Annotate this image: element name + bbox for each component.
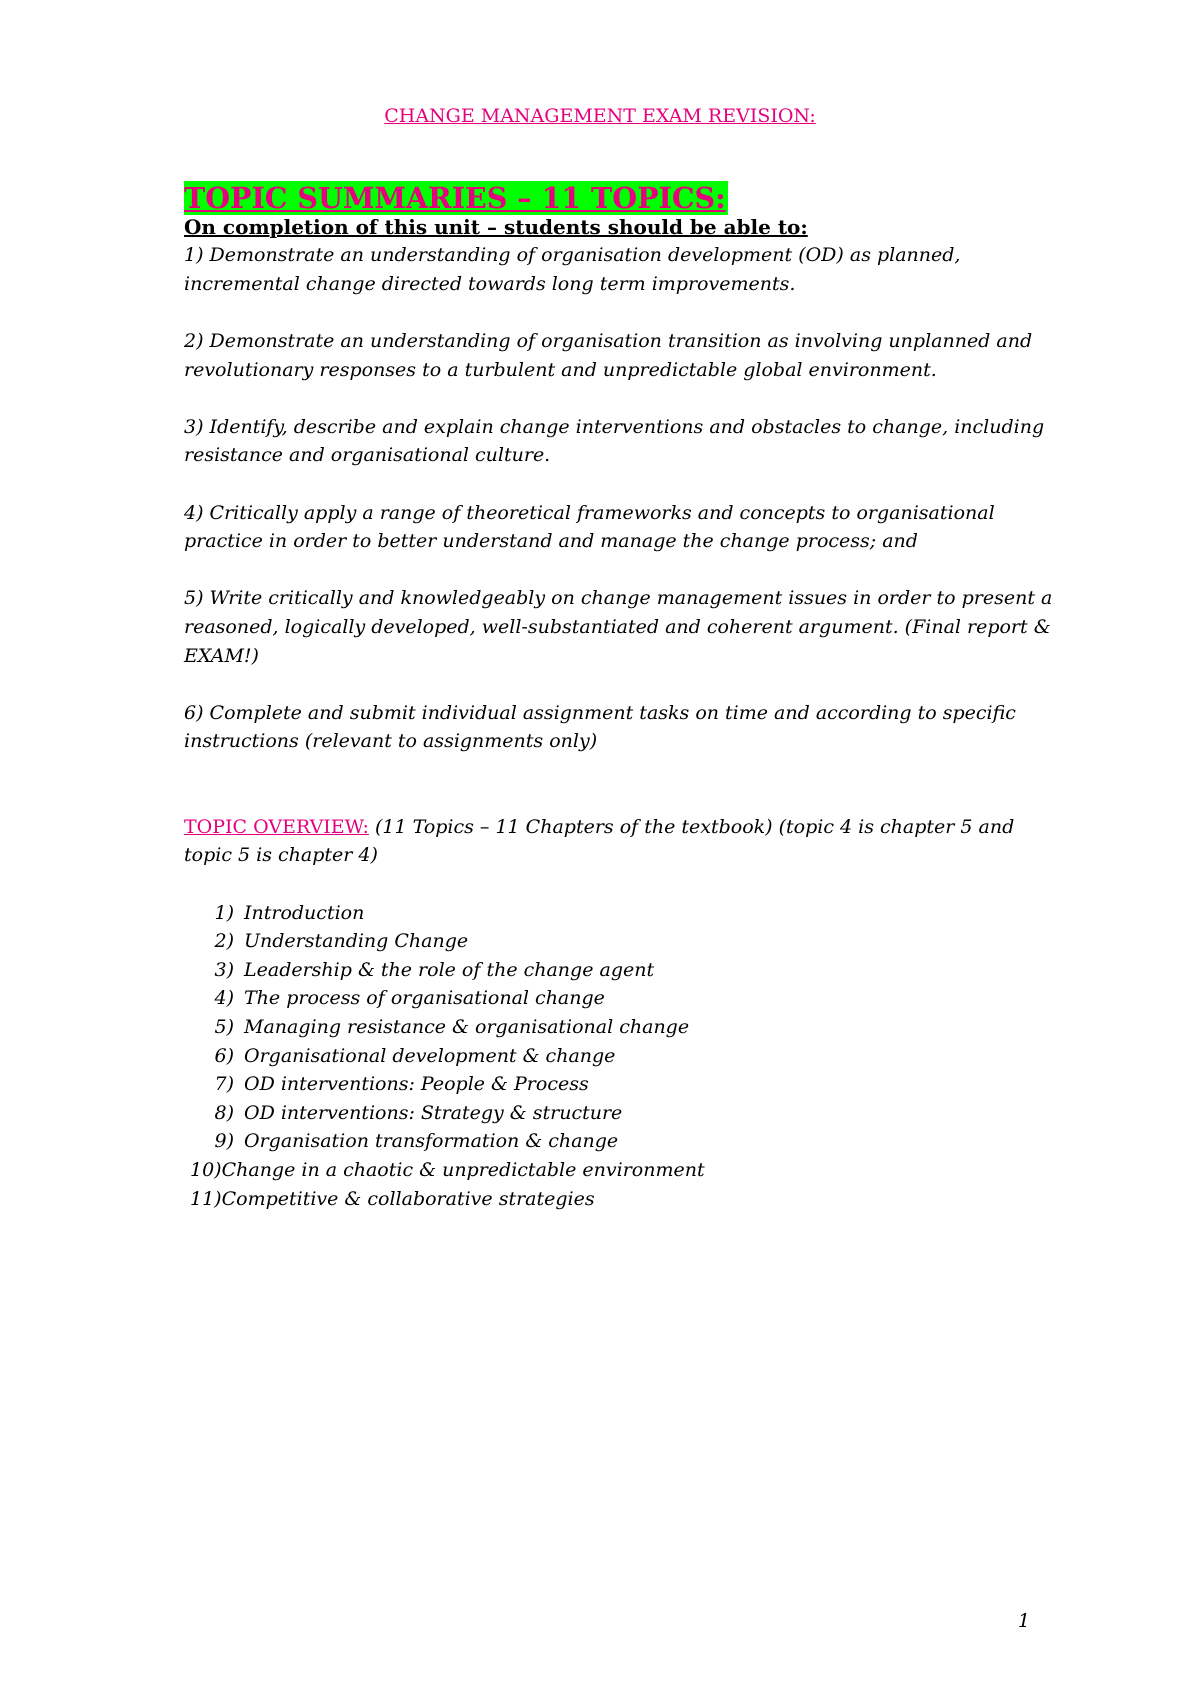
topic-number: 5) xyxy=(214,1016,234,1039)
page-number: 1 xyxy=(1017,1610,1030,1632)
topic-item xyxy=(190,899,1064,928)
topic-title: Change in a chaotic & unpredictable environment xyxy=(221,1159,705,1181)
topic-item xyxy=(190,984,1064,1013)
topic-number: 7) xyxy=(214,1073,234,1096)
topic-number: 10) xyxy=(190,1159,222,1181)
topic-item xyxy=(190,1156,1064,1185)
learning-outcome: 2) Demonstrate an understanding of organisation transition as involving unplanned and revolutionary responses to a turbulent and unpredictable global environment. xyxy=(184,329,1033,381)
topic-item xyxy=(190,1127,1064,1156)
summaries-heading: TOPIC SUMMARIES – 11 TOPICS: xyxy=(184,181,726,215)
learning-outcome: 3) Identify, describe and explain change interventions and obstacles to change, including resistance and organisational culture. xyxy=(184,415,1045,467)
topic-item xyxy=(190,1185,1064,1214)
topic-item xyxy=(190,1070,1064,1099)
topic-overview-intro xyxy=(184,813,1064,870)
topic-item xyxy=(190,1013,1064,1042)
topic-number: 6) xyxy=(214,1044,234,1067)
topic-number: 4) xyxy=(214,987,234,1010)
topic-number: 1) xyxy=(214,901,234,924)
topic-number: 2) xyxy=(214,930,234,953)
learning-outcomes-list xyxy=(184,241,1064,756)
topic-item xyxy=(190,956,1064,985)
topic-title: OD interventions: Strategy & structure xyxy=(244,1101,623,1124)
document-title: CHANGE MANAGEMENT EXAM REVISION: xyxy=(384,105,816,127)
summaries-heading-wrap xyxy=(184,181,1064,215)
topic-title: The process of organisational change xyxy=(244,987,605,1010)
topic-overview-note: (11 Topics – 11 Chapters of the textbook) (topic 4 is chapter 5 and topic 5 is chapter 4) xyxy=(184,815,1015,867)
topic-item xyxy=(190,927,1064,956)
topic-item xyxy=(190,1099,1064,1128)
topic-title: Understanding Change xyxy=(244,930,469,953)
topic-number: 11) xyxy=(190,1187,222,1210)
topic-overview-section xyxy=(184,813,1064,1213)
summaries-subheading: On completion of this unit – students should be able to: xyxy=(184,214,808,239)
topic-title: Leadership & the role of the change agent xyxy=(244,958,655,981)
topic-title: Organisational development & change xyxy=(244,1044,616,1067)
topic-list xyxy=(184,899,1064,1214)
topic-number: 3) xyxy=(214,958,234,981)
topic-title: Competitive & collaborative strategies xyxy=(221,1187,595,1210)
topic-item xyxy=(190,1042,1064,1071)
topic-number: 8) xyxy=(214,1101,234,1124)
topic-overview-heading: TOPIC OVERVIEW: xyxy=(184,815,369,838)
document-body xyxy=(184,181,1064,1213)
learning-outcome: 6) Complete and submit individual assignment tasks on time and according to specific instructions (relevant to assignments only) xyxy=(184,701,1016,753)
topic-title: Organisation transformation & change xyxy=(244,1130,619,1153)
topic-number: 9) xyxy=(214,1130,234,1153)
topic-title: Introduction xyxy=(244,901,365,924)
topic-title: Managing resistance & organisational change xyxy=(244,1016,690,1039)
learning-outcome: 4) Critically apply a range of theoretical frameworks and concepts to organisational practice in order to better understand and manage the change process; and xyxy=(184,501,995,553)
learning-outcome: 1) Demonstrate an understanding of organisation development (OD) as planned, incremental change directed towards long term improvements. xyxy=(184,244,961,295)
topic-title: OD interventions: People & Process xyxy=(244,1073,589,1096)
learning-outcome: 5) Write critically and knowledgeably on change management issues in order to present a reasoned, logically developed, well-substantiated and coherent argument. (Final report & EXAM!) xyxy=(184,587,1053,667)
